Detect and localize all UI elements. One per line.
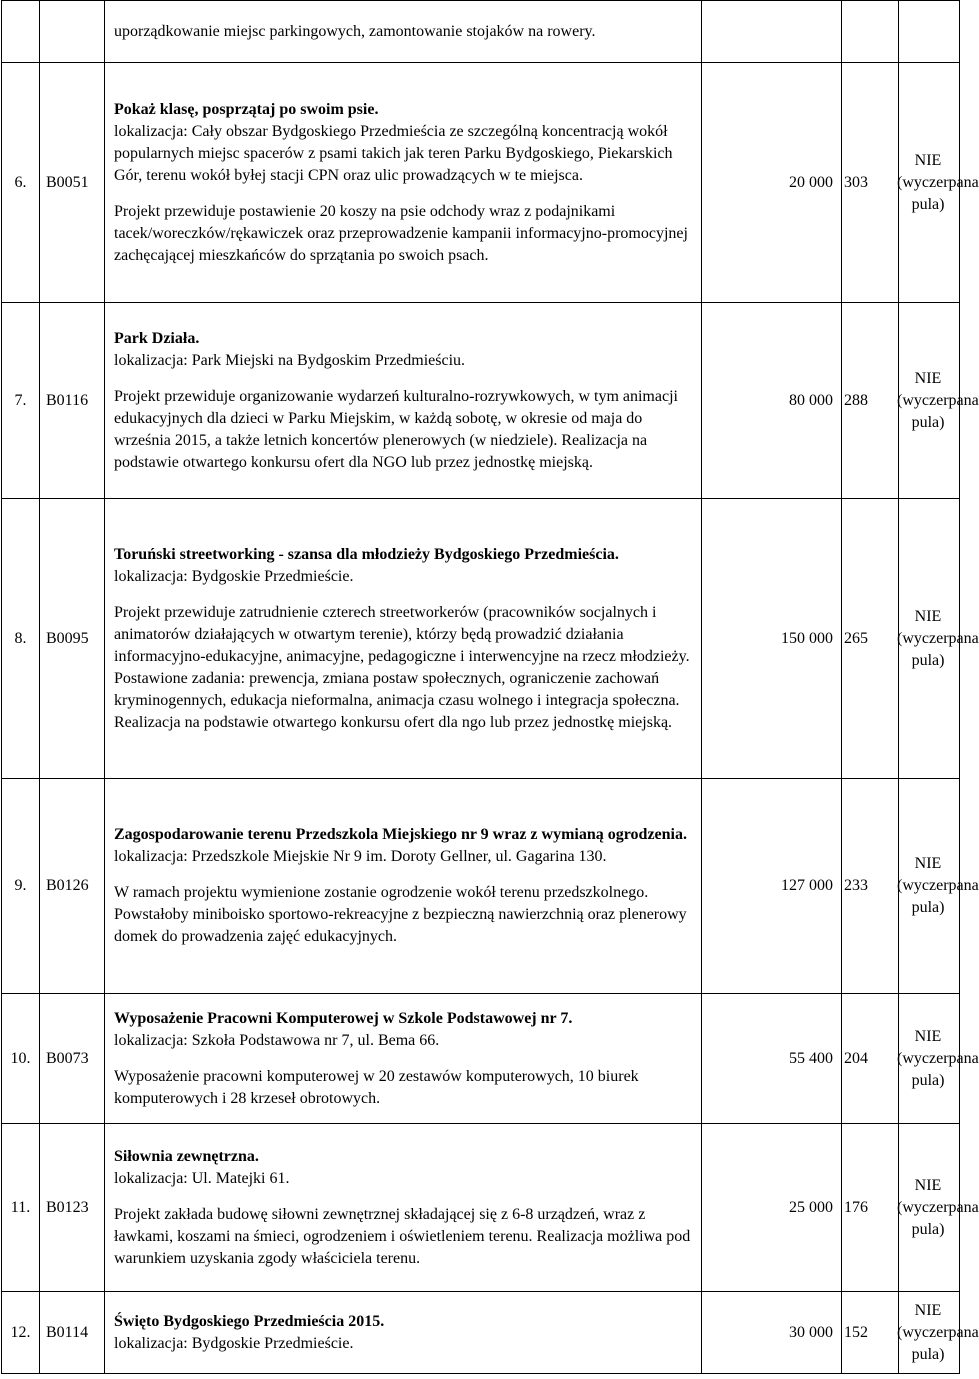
status-note: (wyczerpana <box>897 173 979 191</box>
project-code: B0116 <box>40 303 105 499</box>
project-cell <box>105 63 702 303</box>
status-note-end: pula) <box>911 899 945 916</box>
status-label: NIE <box>914 607 942 625</box>
row-number: 6. <box>2 63 40 303</box>
status-note: (wyczerpana <box>897 1323 979 1341</box>
project-votes: 265 <box>842 499 899 779</box>
project-status <box>897 303 979 499</box>
project-cell <box>105 499 702 779</box>
project-cost: 150 000 <box>702 499 842 779</box>
table-row <box>2 499 960 779</box>
status-label: NIE <box>914 855 942 872</box>
project-code: B0051 <box>40 63 105 303</box>
project-description: W ramach projektu wymienione zostanie ogrodzenie wokół terenu przedszkolnego. Powstałoby miniboisko sportowo-rekreacyjne z bezpieczną nawierzchnią oraz plenerowy domek do prowadzenia zajęć edukacyjnych. <box>114 884 687 945</box>
project-status <box>899 1 960 63</box>
project-status <box>897 499 979 779</box>
table-row <box>2 1124 960 1292</box>
project-code: B0073 <box>40 994 105 1124</box>
project-cell <box>105 1 702 63</box>
project-description: Wyposażenie pracowni komputerowej w 20 zestawów komputerowych, 10 biurek komputerowych i 28 krzeseł obrotowych. <box>114 1067 639 1107</box>
project-location: lokalizacja: Park Miejski na Bydgoskim Przedmieściu. <box>114 351 466 369</box>
status-label: NIE <box>914 151 942 169</box>
project-description: Projekt przewiduje postawienie 20 koszy na psie odchody wraz z podajnikami tacek/woreczków/rękawiczek oraz przeprowadzenie kampanii informacyjno-promocyjnej zachęcającej mieszkańców do sprzątania po swoich psach. <box>114 202 688 264</box>
project-votes <box>842 1 899 63</box>
status-note-end: pula) <box>911 1071 945 1089</box>
project-code: B0095 <box>40 499 105 779</box>
project-status <box>897 63 979 303</box>
project-title: Park Działa. <box>114 329 200 347</box>
project-cost: 80 000 <box>702 303 842 499</box>
project-votes: 233 <box>842 779 899 994</box>
status-note-end: pula) <box>911 195 945 213</box>
status-label: NIE <box>914 1301 942 1319</box>
project-votes: 303 <box>842 63 899 303</box>
status-note-end: pula) <box>911 413 945 431</box>
status-label: NIE <box>914 1176 942 1194</box>
row-number: 10. <box>2 994 40 1124</box>
project-location: lokalizacja: Ul. Matejki 61. <box>114 1169 290 1187</box>
table-row <box>2 303 960 499</box>
status-note-end: pula) <box>911 651 945 669</box>
status-label: NIE <box>914 369 942 387</box>
project-status <box>897 1292 979 1374</box>
row-number: 11. <box>2 1124 40 1292</box>
project-code: B0123 <box>40 1124 105 1292</box>
row-number: 12. <box>2 1292 40 1374</box>
project-votes: 152 <box>842 1292 899 1374</box>
project-status <box>897 994 979 1124</box>
project-title: Wyposażenie Pracowni Komputerowej w Szkole Podstawowej nr 7. <box>114 1009 573 1027</box>
project-cell <box>105 779 702 994</box>
project-votes: 176 <box>842 1124 899 1292</box>
project-cost: 127 000 <box>702 779 842 994</box>
project-code: B0114 <box>40 1292 105 1374</box>
status-label: NIE <box>914 1027 942 1045</box>
status-note-end: pula) <box>911 1345 945 1363</box>
project-location: lokalizacja: Szkoła Podstawowa nr 7, ul. Bema 66. <box>114 1031 440 1049</box>
project-cell <box>105 303 702 499</box>
project-title: Święto Bydgoskiego Przedmieścia 2015. <box>114 1312 385 1330</box>
project-location: lokalizacja: Bydgoskie Przedmieście. <box>114 1334 354 1352</box>
project-votes: 204 <box>842 994 899 1124</box>
table-row <box>2 1292 960 1374</box>
project-status <box>897 779 979 994</box>
projects-table <box>1 0 979 1374</box>
project-description: Projekt przewiduje organizowanie wydarzeń kulturalno-rozrywkowych, w tym animacji edukacyjnych dla dzieci w Parku Miejskim, w każdą sobotę, w okresie od maja do września 2015, a także letnich koncertów plenerowych (w niedziele). Realizacja na podstawie otwartego konkursu ofert dla NGO lub przez jednostkę miejską. <box>114 387 678 471</box>
project-title: Toruński streetworking - szansa dla młodzieży Bydgoskiego Przedmieścia. <box>114 545 619 563</box>
status-note: (wyczerpana <box>897 391 979 409</box>
row-number: 7. <box>2 303 40 499</box>
status-note: (wyczerpana <box>897 629 979 647</box>
status-note: (wyczerpana <box>897 877 979 894</box>
project-cell <box>105 1124 702 1292</box>
project-code <box>40 1 105 63</box>
project-cost: 25 000 <box>702 1124 842 1292</box>
project-status <box>897 1124 979 1292</box>
row-number: 8. <box>2 499 40 779</box>
project-cell <box>105 994 702 1124</box>
project-cost <box>702 1 842 63</box>
project-location: lokalizacja: Cały obszar Bydgoskiego Przedmieścia ze szczególną koncentracją wokół popularnych miejsc spacerów z psami takich jak teren Parku Bydgoskiego, Piekarskich Gór, terenu wokół byłej stacji CPN oraz ulic prowadzących w te miejsca. <box>114 122 673 184</box>
project-title: Zagospodarowanie terenu Przedszkola Miejskiego nr 9 wraz z wymianą ogrodzenia. <box>114 826 687 843</box>
project-title: Siłownia zewnętrzna. <box>114 1147 259 1165</box>
project-code: B0126 <box>40 779 105 994</box>
status-note: (wyczerpana <box>897 1049 979 1067</box>
project-cost: 55 400 <box>702 994 842 1124</box>
project-votes: 288 <box>842 303 899 499</box>
row-number: 9. <box>2 779 40 994</box>
table-row <box>2 779 960 994</box>
project-description: Projekt zakłada budowę siłowni zewnętrznej składającej się z 6-8 urządzeń, wraz z ławkami, koszami na śmieci, ogrodzeniem i oświetleniem terenu. Realizacja możliwa pod warunkiem uzyskania zgody właściciela terenu. <box>114 1205 691 1267</box>
project-description: Projekt przewiduje zatrudnienie czterech streetworkerów (pracowników socjalnych i animatorów działających w otwartym terenie), którzy będą prowadzić działania informacyjno-edukacyjne, animacyjne, pedagogiczne i interwencyjne na rzecz młodzieży. Postawione zadania: prewencja, zmiana postaw społecznych, ograniczenie zachowań kryminogennych, edukacja nieformalna, animacja czasu wolnego i integracja społeczna. Realizacja na podstawie otwartego konkursu ofert dla ngo lub przez jednostkę miejską. <box>114 603 690 731</box>
project-cell <box>105 1292 702 1374</box>
project-title: Pokaż klasę, posprzątaj po swoim psie. <box>114 100 379 118</box>
project-description: uporządkowanie miejsc parkingowych, zamontowanie stojaków na rowery. <box>114 22 596 40</box>
row-number <box>2 1 40 63</box>
status-note: (wyczerpana <box>897 1198 979 1216</box>
project-cost: 30 000 <box>702 1292 842 1374</box>
table-row <box>2 994 960 1124</box>
status-note-end: pula) <box>911 1220 945 1238</box>
project-location: lokalizacja: Bydgoskie Przedmieście. <box>114 567 354 585</box>
project-location: lokalizacja: Przedszkole Miejskie Nr 9 im. Doroty Gellner, ul. Gagarina 130. <box>114 848 607 865</box>
project-cost: 20 000 <box>702 63 842 303</box>
table-row <box>2 1 960 63</box>
table-row <box>2 63 960 303</box>
